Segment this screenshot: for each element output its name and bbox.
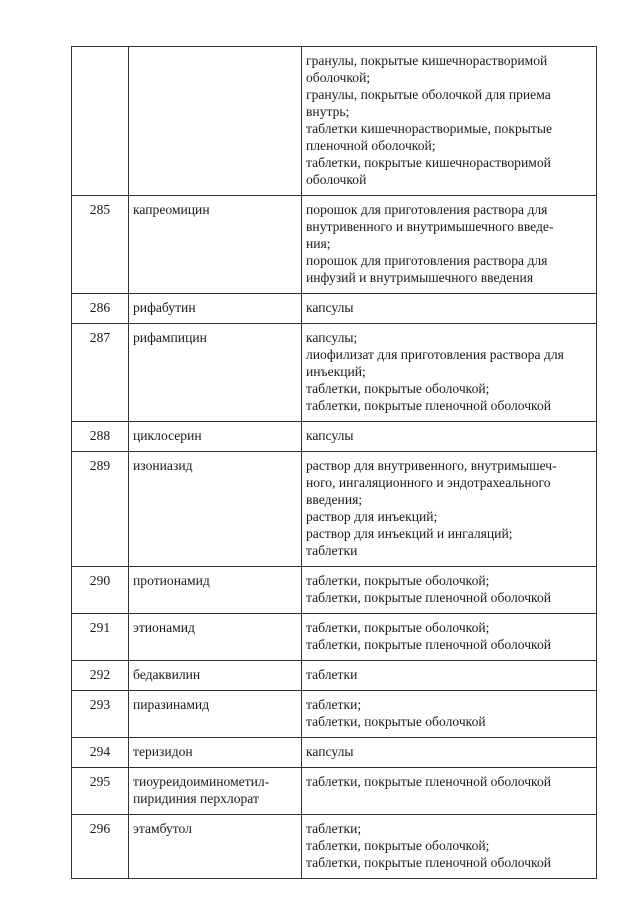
table-row	[72, 294, 597, 324]
drug-name: протионамид	[129, 567, 302, 614]
dosage-form-line: порошок для приготовления раствора для	[306, 202, 548, 217]
dosage-forms	[302, 661, 597, 691]
dosage-forms	[302, 691, 597, 738]
dosage-form-line: капсулы	[306, 300, 354, 315]
drug-name: циклосерин	[129, 422, 302, 452]
table-row	[72, 567, 597, 614]
dosage-form-line: таблетки, покрытые оболочкой;	[306, 838, 490, 853]
dosage-forms	[302, 422, 597, 452]
drug-name: изониазид	[129, 452, 302, 567]
drug-name: рифампицин	[129, 324, 302, 422]
dosage-forms	[302, 294, 597, 324]
dosage-forms	[302, 738, 597, 768]
drug-name: этионамид	[129, 614, 302, 661]
dosage-form-line: раствор для инъекций;	[306, 509, 438, 524]
dosage-form-line: оболочкой	[306, 172, 367, 187]
table-row	[72, 661, 597, 691]
drug-name: тиоуреидоиминометил- пиридиния перхлорат	[129, 768, 302, 815]
dosage-forms	[302, 324, 597, 422]
table-row	[72, 452, 597, 567]
dosage-form-line: таблетки, покрытые кишечнорастворимой	[306, 155, 551, 170]
dosage-form-line: ного, ингаляционного и эндотрахеального	[306, 475, 551, 490]
dosage-form-line: раствор для внутривенного, внутримышеч-	[306, 458, 557, 473]
row-number: 295	[72, 768, 129, 815]
table-row	[72, 614, 597, 661]
row-number: 294	[72, 738, 129, 768]
dosage-form-line: порошок для приготовления раствора для	[306, 253, 548, 268]
dosage-form-line: таблетки, покрытые пленочной оболочкой	[306, 398, 552, 413]
dosage-forms	[302, 567, 597, 614]
dosage-forms	[302, 815, 597, 879]
row-number: 287	[72, 324, 129, 422]
dosage-form-line: таблетки, покрытые оболочкой;	[306, 620, 490, 635]
row-number: 285	[72, 196, 129, 294]
row-number: 289	[72, 452, 129, 567]
table-row	[72, 691, 597, 738]
dosage-form-line: таблетки, покрытые оболочкой;	[306, 573, 490, 588]
dosage-form-line: лиофилизат для приготовления раствора для	[306, 347, 564, 362]
dosage-form-line: инфузий и внутримышечного введения	[306, 270, 534, 285]
dosage-form-line: оболочкой;	[306, 70, 371, 85]
dosage-form-line: таблетки	[306, 667, 358, 682]
drug-name: капреомицин	[129, 196, 302, 294]
dosage-form-line: пленочной оболочкой;	[306, 138, 436, 153]
dosage-form-line: таблетки	[306, 543, 358, 558]
dosage-form-line: введения;	[306, 492, 363, 507]
dosage-forms	[302, 768, 597, 815]
dosage-form-line: внутрь;	[306, 104, 350, 119]
dosage-forms	[302, 452, 597, 567]
table-row	[72, 422, 597, 452]
table-row	[72, 815, 597, 879]
drug-name: пиразинамид	[129, 691, 302, 738]
dosage-form-line: капсулы	[306, 428, 354, 443]
row-number	[72, 47, 129, 196]
table-body	[72, 47, 597, 879]
dosage-form-line: таблетки;	[306, 697, 362, 712]
dosage-forms	[302, 614, 597, 661]
row-number: 290	[72, 567, 129, 614]
drug-name	[129, 47, 302, 196]
table-row	[72, 768, 597, 815]
dosage-forms	[302, 196, 597, 294]
row-number: 296	[72, 815, 129, 879]
drug-name: рифабутин	[129, 294, 302, 324]
dosage-form-line: капсулы;	[306, 330, 358, 345]
drug-name: этамбутол	[129, 815, 302, 879]
row-number: 291	[72, 614, 129, 661]
dosage-form-line: таблетки, покрытые пленочной оболочкой	[306, 637, 552, 652]
table-row	[72, 738, 597, 768]
dosage-form-line: таблетки, покрытые пленочной оболочкой	[306, 774, 552, 789]
dosage-form-line: капсулы	[306, 744, 354, 759]
dosage-forms	[302, 47, 597, 196]
table-row	[72, 324, 597, 422]
dosage-form-line: внутривенного и внутримышечного введе-	[306, 219, 554, 234]
row-number: 292	[72, 661, 129, 691]
dosage-form-line: гранулы, покрытые кишечнорастворимой	[306, 53, 548, 68]
dosage-form-line: ния;	[306, 236, 331, 251]
drug-name: теризидон	[129, 738, 302, 768]
table-row	[72, 196, 597, 294]
dosage-form-line: раствор для инъекций и ингаляций;	[306, 526, 513, 541]
row-number: 288	[72, 422, 129, 452]
dosage-form-line: таблетки, покрытые пленочной оболочкой	[306, 590, 552, 605]
row-number: 293	[72, 691, 129, 738]
table-row	[72, 47, 597, 196]
dosage-form-line: таблетки, покрытые оболочкой;	[306, 381, 490, 396]
row-number: 286	[72, 294, 129, 324]
drug-name: бедаквилин	[129, 661, 302, 691]
dosage-form-line: таблетки кишечнорастворимые, покрытые	[306, 121, 552, 136]
drug-table	[71, 46, 597, 879]
dosage-form-line: инъекций;	[306, 364, 366, 379]
dosage-form-line: таблетки;	[306, 821, 362, 836]
dosage-form-line: таблетки, покрытые оболочкой	[306, 714, 486, 729]
dosage-form-line: таблетки, покрытые пленочной оболочкой	[306, 855, 552, 870]
dosage-form-line: гранулы, покрытые оболочкой для приема	[306, 87, 551, 102]
